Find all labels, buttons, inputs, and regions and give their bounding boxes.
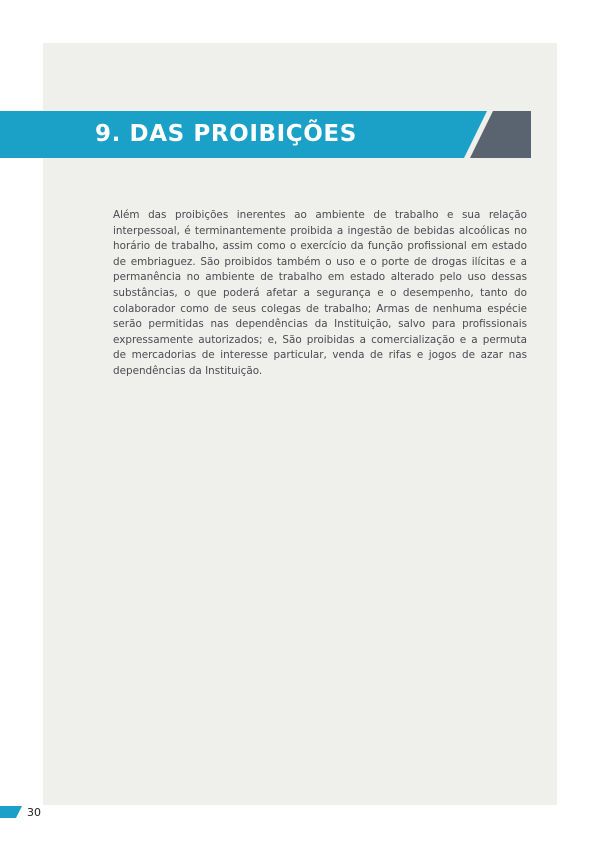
page-number: 30 [27,806,41,819]
section-title: 9. DAS PROIBIÇÕES [95,121,357,147]
section-body-text: Além das proibições inerentes ao ambiente de trabalho e sua relação interpessoal, é terminantemente proibida a ingestão de bebidas alcoólicas no horário de trabalho, assim como o exercício da função profissional em estado de embriaguez. São proibidos também o uso e o porte de drogas ilícitas e a permanência no ambiente de trabalho em estado alterado pelo uso dessas substâncias, o que poderá afetar a segurança e o desempenho, tanto do colaborador como de seus colegas de trabalho; Armas de nenhuma espécie serão permitidas nas dependências da Instituição, salvo para profissionais expressamente autorizados; e, São proibidas a comercialização e a permuta de mercadorias de interesse particular, venda de rifas e jogos de azar nas dependências da Instituição. [113,209,527,377]
page-marker-shape [0,806,22,818]
